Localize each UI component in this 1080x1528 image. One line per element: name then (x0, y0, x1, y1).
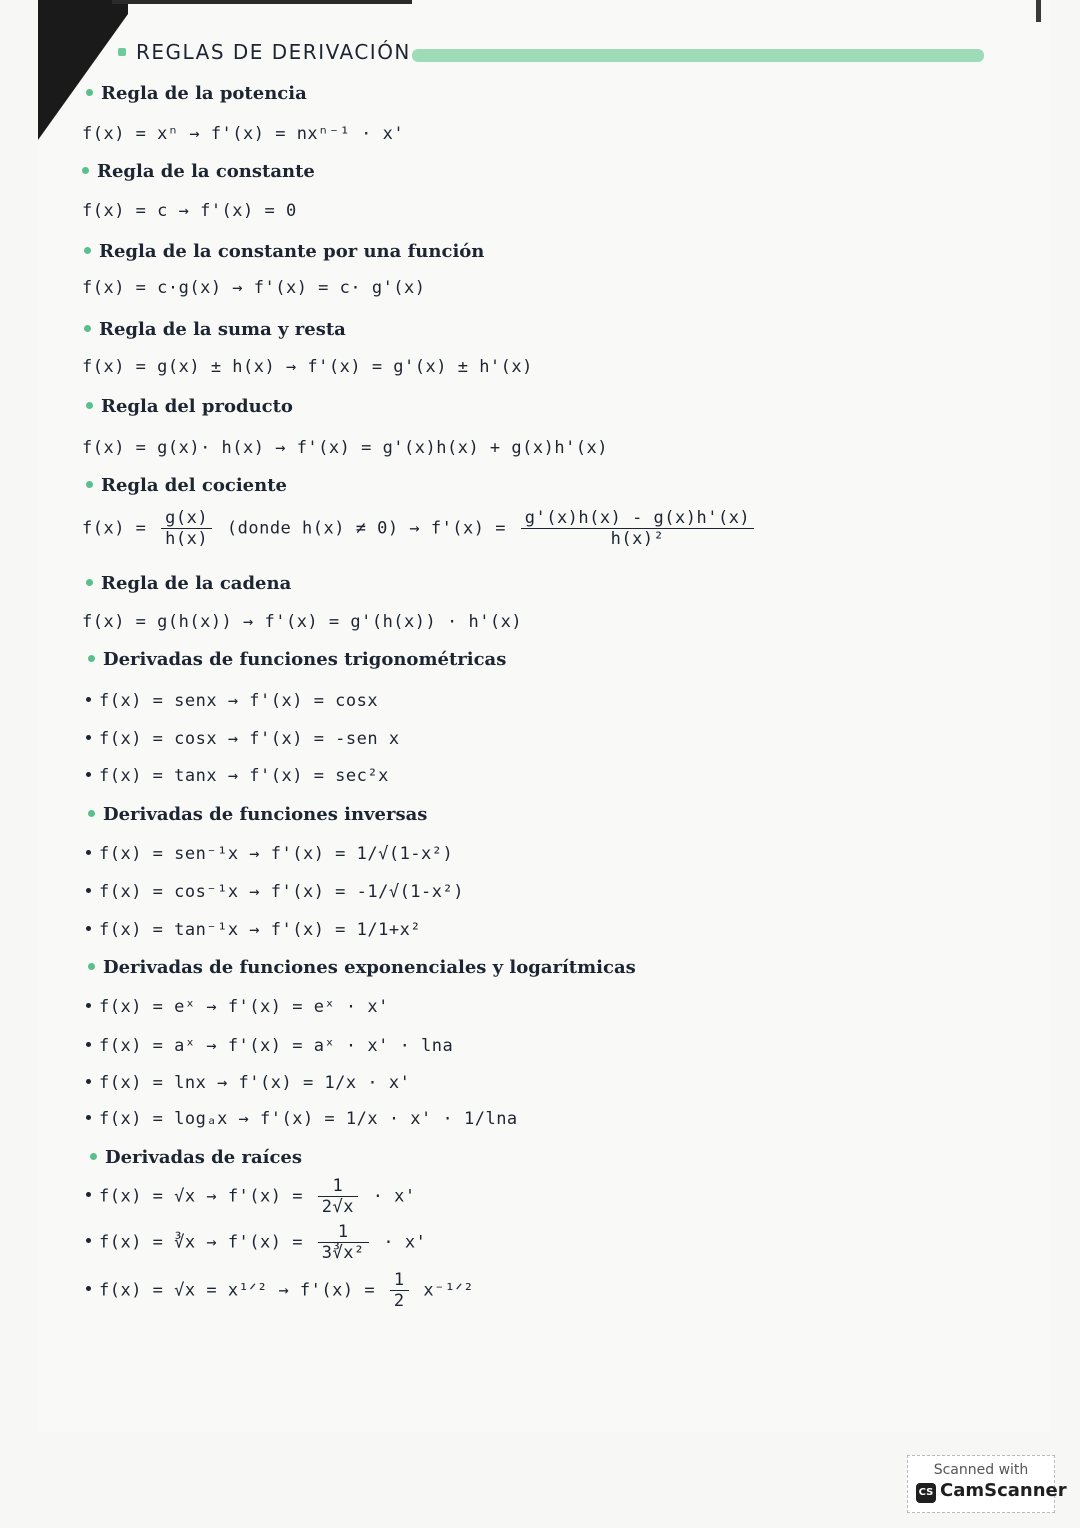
heading-potencia: Regla de la potencia (86, 82, 307, 106)
bullet-icon (86, 481, 93, 488)
bullet-icon (86, 1238, 91, 1243)
heading-cadena: Regla de la cadena (86, 572, 291, 596)
scan-edge-mark (1036, 0, 1041, 22)
bullet-icon (86, 1042, 91, 1047)
formula-log-ln: f(x) = lnx → f'(x) = 1/x · x' (86, 1071, 410, 1095)
fraction-raiz-cuadrada: $\frac{1}{2√x}$ (318, 1176, 358, 1217)
formula-log-a: f(x) = logₐx → f'(x) = 1/x · x' · 1/lna (86, 1107, 518, 1131)
bullet-icon (90, 1153, 97, 1160)
formula-exp-e: f(x) = eˣ → f'(x) = eˣ · x' (86, 995, 389, 1019)
formula-trig-sen: f(x) = senx → f'(x) = cosx (86, 689, 378, 713)
bullet-icon (84, 325, 91, 332)
fraction-raiz-cubica: $\frac{1}{\text{3∛x²}}$ (318, 1222, 369, 1263)
camscanner-badge (907, 1455, 1067, 1513)
page-title: REGLAS DE DERIVACIÓN (136, 40, 411, 64)
bullet-icon (86, 735, 91, 740)
bullet-icon (88, 810, 95, 817)
camscanner-brand: CamScanner (940, 1480, 1067, 1501)
formula-cadena: f(x) = g(h(x)) → f'(x) = g'(h(x)) · h'(x) (82, 612, 523, 632)
heading-raices: Derivadas de raíces (90, 1146, 302, 1170)
formula-suma-resta: f(x) = g(x) ± h(x) → f'(x) = g'(x) ± h'(x) (82, 357, 533, 377)
bullet-icon (82, 167, 89, 174)
formula-constante-funcion: f(x) = c·g(x) → f'(x) = c· g'(x) (82, 278, 426, 298)
bullet-icon (86, 697, 91, 702)
scan-top-edge (112, 0, 412, 4)
bullet-icon (86, 926, 91, 931)
bullet-icon (88, 655, 95, 662)
bullet-icon (84, 247, 91, 254)
formula-inv-sen: f(x) = sen⁻¹x → f'(x) = 1/√(1-x²) (86, 842, 453, 866)
heading-constante: Regla de la constante (82, 160, 315, 184)
formula-raiz-potencia: f(x) = √x = x¹ᐟ² → f'(x) = $\frac{1}{2}$ x⁻¹ᐟ² (86, 1270, 474, 1311)
formula-potencia: f(x) = xⁿ → f'(x) = nxⁿ⁻¹ · x' (82, 124, 405, 144)
formula-producto: f(x) = g(x)· h(x) → f'(x) = g'(x)h(x) + g(x)h'(x) (82, 438, 609, 458)
heading-inversas: Derivadas de funciones inversas (88, 803, 427, 827)
bullet-icon (86, 1286, 91, 1291)
heading-cociente: Regla del cociente (86, 474, 287, 498)
camscanner-logo-icon: CS (916, 1483, 936, 1503)
title-highlight (412, 49, 984, 62)
bullet-icon (86, 888, 91, 893)
bullet-icon (86, 1115, 91, 1120)
heading-producto: Regla del producto (86, 395, 293, 419)
bullet-icon (86, 1192, 91, 1197)
formula-trig-cos: f(x) = cosx → f'(x) = -sen x (86, 727, 400, 751)
heading-trigonometricas: Derivadas de funciones trigonométricas (88, 648, 506, 672)
fraction-raiz-potencia: $\frac{1}{2}$ (390, 1270, 409, 1311)
fraction-rhs: $\frac{g'(x)h(x) - g(x)h'(x)}{\text{h(x)²}}$ (521, 508, 754, 549)
formula-exp-a: f(x) = aˣ → f'(x) = aˣ · x' · lna (86, 1034, 453, 1058)
formula-cociente: f(x) = $\frac{g(x)}{h(x)}$ (donde h(x) ≠ 0) → f'(x) = $\frac{g'(x)h(x) - g(x)h'(x)}{\text{h(x)²}}$ (82, 508, 758, 549)
bullet-icon (86, 772, 91, 777)
heading-exponenciales: Derivadas de funciones exponenciales y logarítmicas (88, 956, 636, 980)
heading-constante-funcion: Regla de la constante por una función (84, 240, 484, 264)
bullet-icon (86, 1079, 91, 1084)
bullet-icon (86, 579, 93, 586)
title-marker (118, 48, 126, 56)
formula-raiz-cubica: f(x) = ∛x → f'(x) = $\frac{1}{\text{3∛x²}}$ · x' (86, 1222, 426, 1263)
bullet-icon (86, 89, 93, 96)
fraction-lhs: $\frac{g(x)}{h(x)}$ (161, 508, 212, 549)
title-block (112, 40, 992, 68)
bullet-icon (86, 850, 91, 855)
scanned-with-label: Scanned with (933, 1462, 1029, 1478)
bullet-icon (88, 963, 95, 970)
bullet-icon (86, 402, 93, 409)
formula-inv-tan: f(x) = tan⁻¹x → f'(x) = 1/1+x² (86, 918, 421, 942)
formula-constante: f(x) = c → f'(x) = 0 (82, 201, 297, 221)
formula-trig-tan: f(x) = tanx → f'(x) = sec²x (86, 764, 389, 788)
heading-suma-resta: Regla de la suma y resta (84, 318, 346, 342)
formula-raiz-cuadrada: f(x) = √x → f'(x) = $\frac{1}{2√x}$ · x' (86, 1176, 416, 1217)
bullet-icon (86, 1003, 91, 1008)
formula-inv-cos: f(x) = cos⁻¹x → f'(x) = -1/√(1-x²) (86, 880, 464, 904)
